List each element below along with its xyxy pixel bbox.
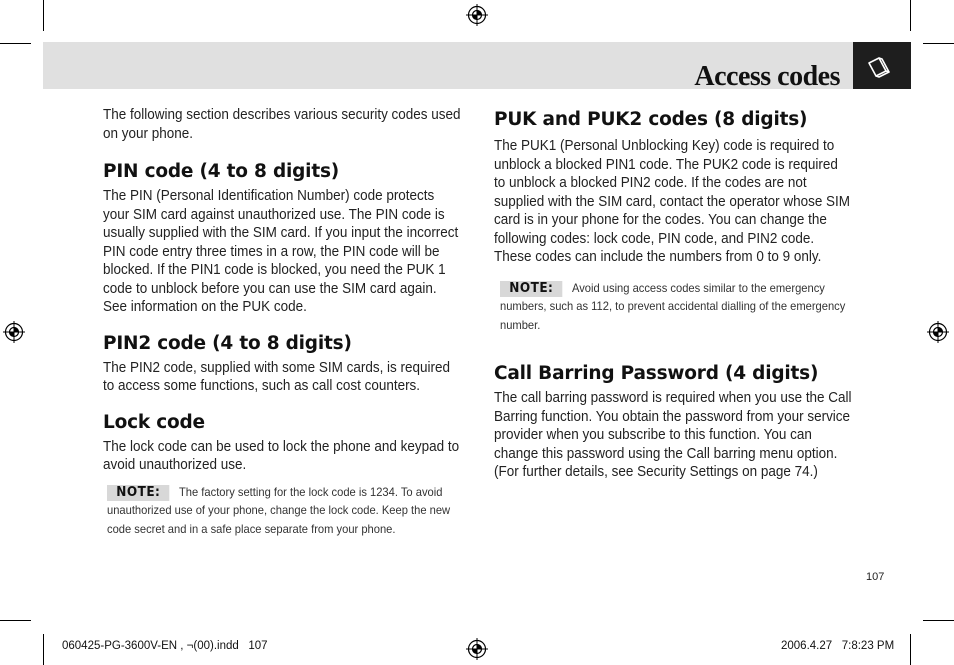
left-column bbox=[103, 106, 461, 538]
pin2-body: The PIN2 code, supplied with some SIM cards, is required to access some functions, such as call cost counters. bbox=[103, 359, 451, 394]
right-column bbox=[494, 108, 852, 482]
lock-note bbox=[107, 483, 459, 539]
footer-file-name: 060425-PG-3600V-EN , ¬(00).indd 107 bbox=[62, 640, 268, 652]
registration-mark-icon bbox=[3, 321, 25, 343]
call-barring-body: The call barring password is required when you use the Call Barring function. You obtain the password from your service provider when you subscribe to this function. You can change this password using the Call barring menu option. (For further details, see Security Settings on page 74.) bbox=[494, 390, 852, 480]
title-tab bbox=[853, 42, 911, 89]
page-number: 107 bbox=[866, 571, 885, 583]
footer-timestamp: 2006.4.27 7:8:23 PM bbox=[781, 640, 895, 652]
note-badge: NOTE: bbox=[107, 485, 170, 501]
puk-note-text: Avoid using access codes similar to the emergency numbers, such as 112, to prevent accidental dialling of the emergency number. bbox=[500, 280, 846, 332]
phone-lock-icon bbox=[853, 42, 911, 89]
lock-heading: Lock code bbox=[103, 411, 205, 433]
crop-mark bbox=[923, 43, 954, 44]
registration-mark-icon bbox=[927, 321, 949, 343]
lock-note-text: The factory setting for the lock code is 1234. To avoid unauthorized use of your phone, change the lock code. Keep the new code secret and in a safe place separate from your phone. bbox=[107, 484, 451, 536]
crop-mark bbox=[0, 620, 31, 621]
puk-body: The PUK1 (Personal Unblocking Key) code is required to unblock a blocked PIN1 code. The PUK2 code is required to unblock a blocked PIN2 code. If the codes are not supplied with the SIM card, contact the operator whose SIM card is in your phone for the codes. You can change the following codes: lock code, PIN code, and PIN2 code. These codes can include the numbers from 0 to 9 only. bbox=[494, 138, 851, 265]
crop-mark bbox=[0, 43, 31, 44]
pin-heading: PIN code (4 to 8 digits) bbox=[103, 161, 340, 182]
crop-mark bbox=[910, 0, 911, 31]
lock-body: The lock code can be used to lock the phone and keypad to avoid unauthorized use. bbox=[103, 438, 460, 473]
note-badge: NOTE: bbox=[500, 281, 563, 297]
intro-text: The following section describes various security codes used on your phone. bbox=[103, 107, 461, 142]
call-barring-heading: Call Barring Password (4 digits) bbox=[494, 363, 819, 384]
registration-mark-icon bbox=[466, 638, 488, 660]
puk-heading: PUK and PUK2 codes (8 digits) bbox=[494, 109, 808, 130]
crop-mark bbox=[910, 634, 911, 665]
crop-mark bbox=[43, 0, 44, 31]
pin2-heading: PIN2 code (4 to 8 digits) bbox=[103, 332, 352, 354]
puk-note bbox=[500, 279, 852, 335]
crop-mark bbox=[43, 634, 44, 665]
page-title: Access codes bbox=[694, 61, 840, 92]
crop-mark bbox=[923, 620, 954, 621]
pin-body: The PIN (Personal Identification Number) code protects your SIM card against unauthorized use. The PIN code is usually supplied with the SIM card. If you input the incorrect PIN code entry three times in a row, the PIN code will be blocked. If the PIN1 code is blocked, you need the PUK 1 code to unblock before you can use the SIM card again. See information on the PUK code. bbox=[103, 188, 459, 315]
registration-mark-icon bbox=[466, 4, 488, 26]
